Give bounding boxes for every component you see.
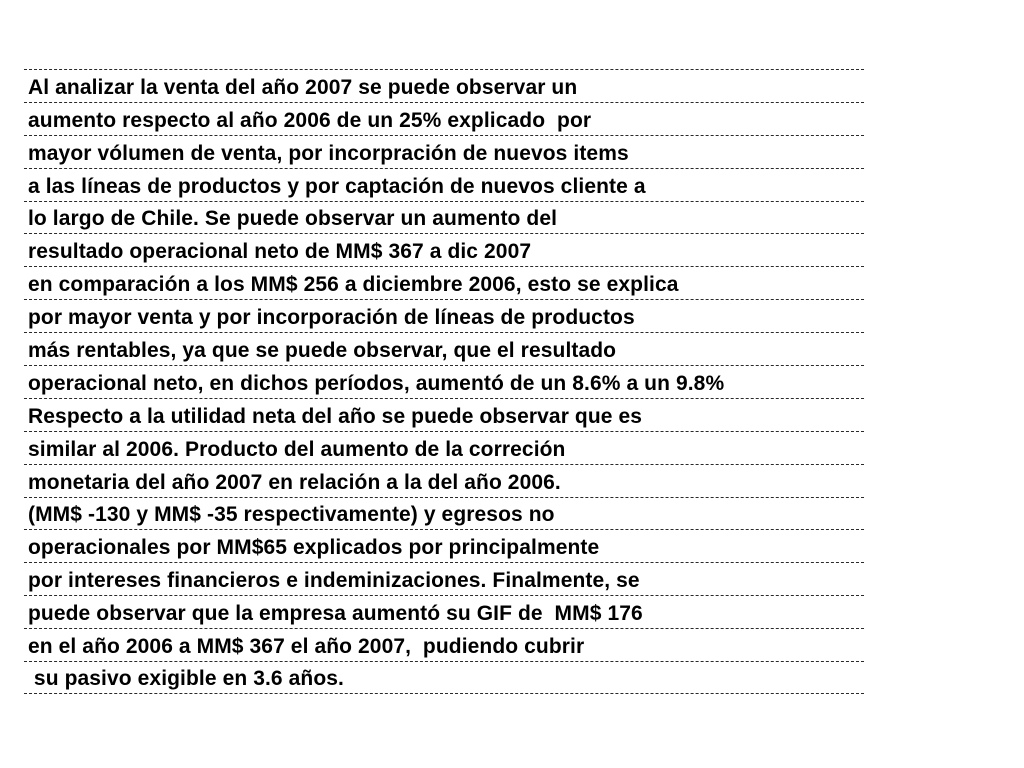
line-text: por mayor venta y por incorporación de líneas de productos (28, 306, 635, 330)
document-line (24, 464, 864, 497)
document-line (24, 365, 864, 398)
line-text: en el año 2006 a MM$ 367 el año 2007, pudiendo cubrir (28, 635, 585, 659)
document-line (24, 332, 864, 365)
document-line (24, 497, 864, 530)
document-line (24, 562, 864, 595)
line-text: resultado operacional neto de MM$ 367 a dic 2007 (28, 240, 532, 264)
line-text: puede observar que la empresa aumentó su GIF de MM$ 176 (28, 602, 643, 626)
ruled-text-document (24, 69, 864, 694)
line-text: aumento respecto al año 2006 de un 25% explicado por (28, 108, 592, 132)
document-line (24, 595, 864, 628)
line-text: operacionales por MM$65 explicados por principalmente (28, 536, 600, 560)
document-line (24, 135, 864, 168)
line-text: su pasivo exigible en 3.6 años. (28, 666, 344, 690)
document-line (24, 168, 864, 201)
document-line (24, 299, 864, 332)
line-text: más rentables, ya que se puede observar, que el resultado (28, 339, 617, 363)
document-line (24, 398, 864, 431)
document-line (24, 69, 864, 102)
document-line (24, 431, 864, 464)
document-line (24, 266, 864, 299)
document-line (24, 628, 864, 661)
document-line (24, 529, 864, 562)
line-text: en comparación a los MM$ 256 a diciembre 2006, esto se explica (28, 273, 679, 297)
line-text: a las líneas de productos y por captación de nuevos cliente a (28, 174, 646, 198)
line-text: operacional neto, en dichos períodos, aumentó de un 8.6% a un 9.8% (28, 371, 725, 395)
line-text: Respecto a la utilidad neta del año se puede observar que es (28, 404, 643, 428)
document-line (24, 201, 864, 234)
document-line (24, 233, 864, 266)
line-text: mayor vólumen de venta, por incorpración de nuevos items (28, 141, 629, 165)
line-text: Al analizar la venta del año 2007 se puede observar un (28, 75, 578, 99)
line-text: similar al 2006. Producto del aumento de la correción (28, 437, 566, 461)
line-text: (MM$ -130 y MM$ -35 respectivamente) y egresos no (28, 503, 555, 527)
document-line (24, 102, 864, 135)
line-text: por intereses financieros e indeminizaciones. Finalmente, se (28, 569, 640, 593)
line-text: monetaria del año 2007 en relación a la del año 2006. (28, 470, 561, 494)
document-line (24, 661, 864, 694)
line-text: lo largo de Chile. Se puede observar un aumento del (28, 207, 558, 231)
